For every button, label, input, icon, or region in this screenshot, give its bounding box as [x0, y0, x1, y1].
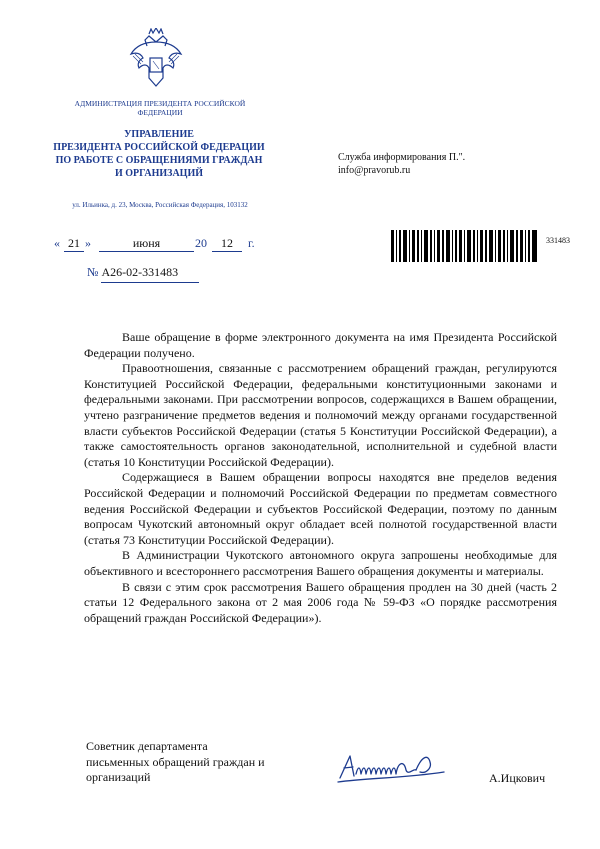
number-sign: № [87, 265, 99, 279]
signer-title [86, 739, 306, 786]
body-paragraph: Содержащиеся в Вашем обращении вопросы находятся вне пределов ведения Российской Федерации и полномочий Российской Федерации по предметам совместного ведения Российской Федерации и субъектов Российской Федерации, поэтому по данным вопросам Чукотский автономный округ обладает всей полнотой государственной власти (статья 73 Конституции Российской Федерации). [84, 470, 557, 547]
address: ул. Ильинка, д. 23, Москва, Российская Федерация, 103132 [72, 201, 248, 209]
department-line: ПО РАБОТЕ С ОБРАЩЕНИЯМИ ГРАЖДАН [55, 155, 263, 166]
date-year-suffix: 12 [212, 236, 242, 252]
date-year-prefix: 20 [195, 236, 207, 250]
signer-name: А.Ицкович [489, 771, 546, 785]
signer-title-line: письменных обращений граждан и [86, 754, 265, 769]
body-paragraph: В связи с этим срок рассмотрения Вашего обращения продлен на 30 дней (часть 2 статьи 12 Федерального закона от 2 мая 2006 года № 59-ФЗ «О порядке рассмотрения обращений граждан Российской Федерации»). [84, 579, 557, 625]
barcode-icon [391, 230, 537, 262]
barcode-number: 331483 [546, 236, 570, 245]
letter-body [84, 330, 557, 626]
department-line: ПРЕЗИДЕНТА РОССИЙСКОЙ ФЕДЕРАЦИИ [53, 142, 265, 153]
registration-number-value: А26-02-331483 [101, 265, 199, 283]
registration-number [87, 265, 199, 283]
date-open-quote: « [54, 236, 60, 250]
department-title [52, 128, 266, 180]
date-year-abbr: г. [248, 236, 255, 250]
signer-title-line: Советник департамента [86, 739, 208, 753]
body-paragraph: Ваше обращение в форме электронного документа на имя Президента Российской Федерации получено. [84, 330, 557, 360]
date-close-quote: » [85, 236, 91, 250]
department-line: И ОРГАНИЗАЦИЙ [114, 168, 204, 179]
russian-coat-of-arms-icon [127, 28, 185, 90]
body-paragraph: В Администрации Чукотского автономного округа запрошены необходимые для объективного и всестороннего рассмотрения Вашего обращения документы и материалы. [84, 548, 557, 578]
date-day: 21 [64, 236, 84, 252]
administration-title: АДМИНИСТРАЦИЯ ПРЕЗИДЕНТА РОССИЙСКОЙ ФЕДЕРАЦИИ [74, 99, 246, 117]
signer-title-line: организаций [86, 770, 151, 784]
recipient-block [338, 151, 465, 177]
recipient-email: info@pravorub.ru [338, 165, 411, 176]
department-line: УПРАВЛЕНИЕ [124, 129, 194, 140]
date-month: июня [99, 236, 194, 252]
handwritten-signature-icon [336, 748, 446, 786]
body-paragraph: Правоотношения, связанные с рассмотрением обращений граждан, регулируются Конституцией Российской Федерации, федеральными конституционными законами и федеральными законами. При рассмотрении вопросов, содержащихся в Вашем обращении, учтено разграничение предметов ведения и полномочий между органами государственной власти субъектов Российской Федерации (статья 5 Конституции Российской Федерации), а также самостоятельность органов законодательной, исполнительной и судебной власти (статья 10 Конституции Российской Федерации). [84, 361, 557, 469]
recipient-name: Служба информирования П.". [338, 152, 466, 163]
